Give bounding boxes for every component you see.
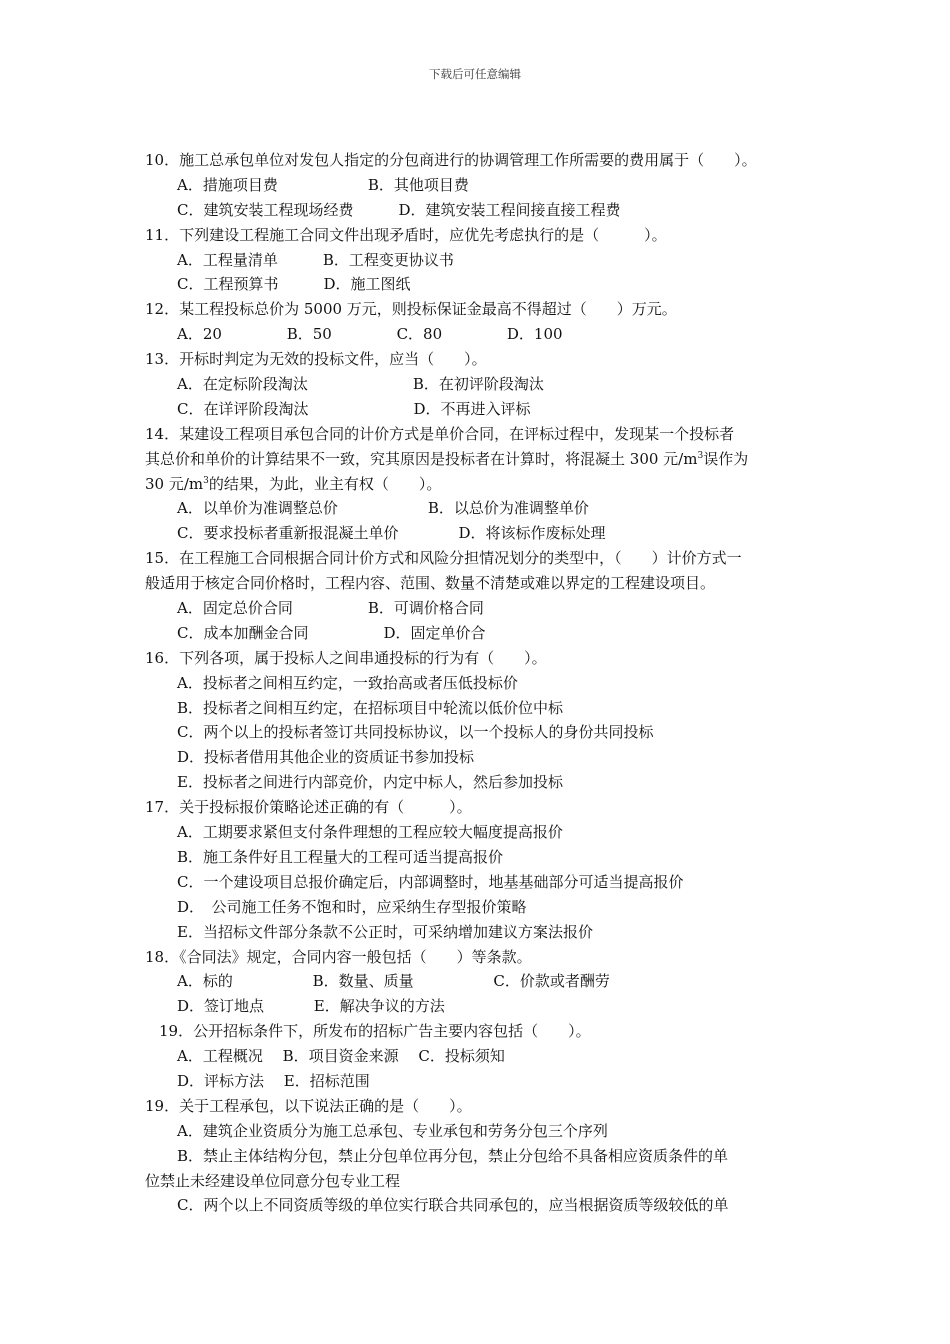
question-15-stem-line-1: 15．在工程施工合同根据合同计价方式和风险分担情况划分的类型中，（ ）计价方式一 [145, 549, 742, 568]
question-13-options-row-1: A．在定标阶段淘汰 B．在初评阶段淘汰 [177, 375, 544, 394]
question-15-stem-line-2: 般适用于核定合同价格时，工程内容、范围、数量不清楚或难以界定的工程建设项目。 [145, 574, 716, 593]
page-header: 下载后可任意编辑 [429, 67, 521, 81]
question-14-stem-line-2 [145, 447, 810, 472]
question-10-stem: 10．施工总承包单位对发包人指定的分包商进行的协调管理工作所需要的费用属于（ ）。 [145, 151, 757, 169]
question-17-option-e: E．当招标文件部分条款不公正时，可采纳增加建议方案法报价 [177, 922, 593, 941]
question-17-option-c: C．一个建设项目总报价确定后，内部调整时，地基基础部分可适当提高报价 [177, 872, 684, 891]
question-19b-stem: 19．关于工程承包，以下说法正确的是（ ）。 [145, 1096, 472, 1115]
question-13-stem: 13．开标时判定为无效的投标文件，应当（ ）。 [145, 350, 487, 369]
question-17-option-b: B．施工条件好且工程量大的工程可适当提高报价 [177, 847, 504, 866]
question-14-stem-line-3-tail: 的结果，为此，业主有权（ ）。 [208, 474, 442, 493]
question-list [145, 148, 810, 1218]
question-12-stem: 12．某工程投标总价为 5000 万元，则投标保证金最高不得超过（ ）万元。 [145, 300, 677, 319]
question-19a-options-row-1: A．工程概况 B．项目资金来源 C．投标须知 [177, 1047, 505, 1066]
question-14-stem-line-3-text: 30 元/m [145, 474, 204, 493]
question-17-option-a: A．工期要求紧但支付条件理想的工程应较大幅度提高报价 [177, 823, 563, 842]
question-16-stem: 16．下列各项，属于投标人之间串通投标的行为有（ ）。 [145, 648, 547, 667]
question-14-options-row-1: A．以单价为准调整总价 B．以总价为准调整单价 [177, 499, 589, 518]
cubic-superscript: 3 [697, 450, 704, 461]
question-11-stem: 11．下列建设工程施工合同文件出现矛盾时，应优先考虑执行的是（ ）。 [145, 225, 667, 244]
question-10-options-row-1: A．措施项目费 B．其他项目费 [177, 175, 469, 194]
question-19b-option-b-line-2: 位禁止未经建设单位同意分包专业工程 [145, 1171, 401, 1190]
question-15-options-row-2: C．成本加酬金合同 D．固定单价合 [177, 623, 486, 642]
question-16-option-d: D．投标者借用其他企业的资质证书参加投标 [177, 748, 475, 767]
question-19a-stem: 19．公开招标条件下，所发布的招标广告主要内容包括（ ）。 [159, 1022, 591, 1041]
question-18-options-row-2: D．签订地点 E．解决争议的方法 [177, 997, 445, 1016]
question-17-option-d: D． 公司施工任务不饱和时，应采纳生存型报价策略 [177, 897, 527, 916]
question-17-stem: 17．关于投标报价策略论述正确的有（ ）。 [145, 798, 472, 817]
question-16-option-a: A．投标者之间相互约定，一致抬高或者压低投标价 [177, 673, 518, 692]
question-16-option-c: C．两个以上的投标者签订共同投标协议，以一个投标人的身份共同投标 [177, 723, 654, 742]
question-14-stem-line-2-tail: 误作为 [703, 449, 749, 468]
question-13-options-row-2: C．在详评阶段淘汰 D．不再进入评标 [177, 399, 531, 418]
question-12-options-row-1: A．20 B．50 C．80 D．100 [177, 325, 563, 344]
question-15-options-row-1: A．固定总价合同 B．可调价格合同 [177, 599, 484, 618]
question-18-stem: 18．《合同法》规定，合同内容一般包括（ ）等条款。 [145, 947, 532, 966]
cubic-superscript: 3 [203, 475, 209, 486]
question-10-options-row-2: C．建筑安装工程现场经费 D．建筑安装工程间接直接工程费 [177, 200, 621, 219]
question-16-option-b: B．投标者之间相互约定，在招标项目中轮流以低价位中标 [177, 698, 564, 717]
question-16-option-e: E．投标者之间进行内部竞价，内定中标人，然后参加投标 [177, 773, 563, 792]
question-14-options-row-2: C．要求投标者重新报混凝土单价 D．将该标作废标处理 [177, 524, 606, 543]
question-19b-option-c-line-1: C．两个以上不同资质等级的单位实行联合共同承包的，应当根据资质等级较低的单 [177, 1196, 729, 1215]
question-19b-option-a: A．建筑企业资质分为施工总承包、专业承包和劳务分包三个序列 [177, 1121, 608, 1140]
question-19b-option-b-line-1: B．禁止主体结构分包，禁止分包单位再分包，禁止分包给不具备相应资质条件的单 [177, 1146, 729, 1165]
question-14-stem-line-1: 14．某建设工程项目承包合同的计价方式是单价合同，在评标过程中，发现某一个投标者 [145, 424, 735, 443]
question-19a-options-row-2: D．评标方法 E．招标范围 [177, 1071, 370, 1090]
question-18-options-row-1: A．标的 B．数量、质量 C．价款或者酬劳 [177, 972, 610, 991]
question-14-stem-line-2-text: 其总价和单价的计算结果不一致，究其原因是投标者在计算时，将混凝土 300 元/m [145, 449, 698, 468]
question-14-stem-line-3 [145, 472, 810, 497]
question-11-options-row-2: C．工程预算书 D．施工图纸 [177, 275, 411, 294]
question-11-options-row-1: A．工程量清单 B．工程变更协议书 [177, 250, 454, 269]
